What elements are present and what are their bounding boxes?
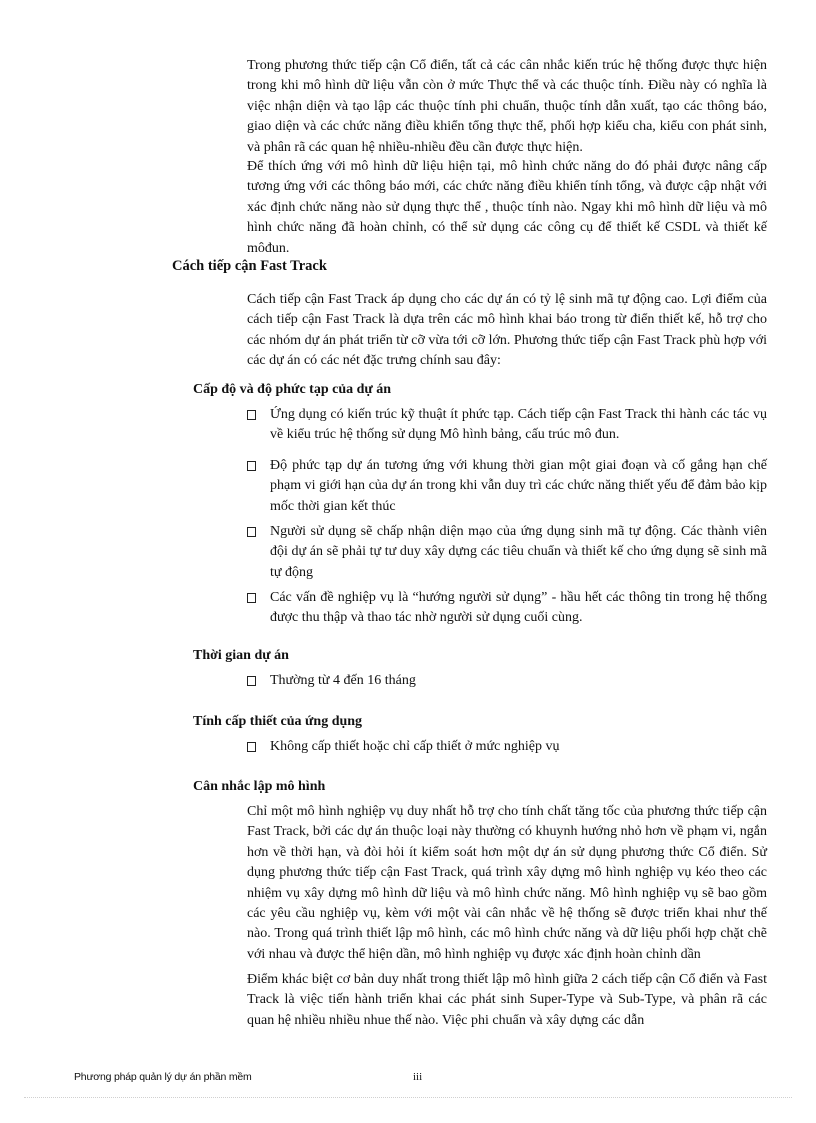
list-item-text: Các vấn đề nghiệp vụ là “hướng người sử dụng” - hầu hết các thông tin trong hệ thống được thu thập và thao tác nhờ người sử dụng cuối cùng. <box>270 590 767 626</box>
page-number: iii <box>413 1071 423 1083</box>
list-item-text: Thường từ 4 đến 16 tháng <box>270 673 416 688</box>
checkbox-bullet-icon <box>247 410 256 420</box>
paragraph-modeling: Chỉ một mô hình nghiệp vụ duy nhất hỗ trợ cho tính chất tăng tốc của phương thức tiếp cận Fast Track, bởi các dự án thuộc loại này thường có khuynh hướng nhỏ hơn về phạm vi, ngắn hơn về thời hạn, và đòi hỏi ít kiểm soát hơn một dự án sử dụng phương thức Cổ điển. Sử dụng phương thức tiếp cận Fast Track, quá trình xây dựng mô hình nghiệp vụ kéo theo các nhiệm vụ xây dựng mô hình dữ liệu và mô hình chức năng. Mô hình nghiệp vụ sẽ bao gồm các yêu cầu nghiệp vụ, kèm với một vài cân nhắc về hệ thống sẽ được triển khai như thế nào. Trong quá trình thiết lập mô hình, các mô hình chức năng và dữ liệu phối hợp chặt chẽ với nhau và được thể hiện dần, mô hình nghiệp vụ được xác định hoàn chỉnh dần <box>247 804 767 962</box>
checkbox-bullet-icon <box>247 593 256 603</box>
checkbox-bullet-icon <box>247 676 256 686</box>
checkbox-bullet-icon <box>247 461 256 471</box>
paragraph-classic-approach: Trong phương thức tiếp cận Cổ điển, tất cả các cân nhắc kiến trúc hệ thống được thực hiện trong khi mô hình dữ liệu vẫn còn ở mức Thực thể và các thuộc tính. Điều này có nghĩa là việc nhận diện và tạo lập các thuộc tính phi chuẩn, thuộc tính dẫn xuất, tạo các thông báo, giao diện và các chức năng điều khiển tổng thực thể, phối hợp kiểu cha, kiểu con phát sinh, và phân rã các quan hệ nhiều-nhiều đều cần được thực hiện. <box>247 58 767 155</box>
footer-divider <box>24 1097 792 1098</box>
list-item <box>247 456 767 517</box>
footer-title: Phương pháp quản lý dự án phần mềm <box>74 1071 252 1083</box>
subheading-urgency: Tính cấp thiết của ứng dụng <box>193 714 363 729</box>
list-item <box>247 588 767 629</box>
section-heading-fast-track: Cách tiếp cận Fast Track <box>172 258 327 274</box>
subheading-modeling: Cân nhắc lập mô hình <box>193 779 326 794</box>
list-item <box>247 737 767 757</box>
subheading-project-time: Thời gian dự án <box>193 648 289 663</box>
checkbox-bullet-icon <box>247 742 256 752</box>
list-item-text: Không cấp thiết hoặc chỉ cấp thiết ở mức nghiệp vụ <box>270 739 560 754</box>
list-item-text: Độ phức tạp dự án tương ứng với khung thời gian một giai đoạn và cố gắng hạn chế phạm vi giới hạn của dự án trong khi vẫn duy trì các chức năng thiết yếu để đảm bảo kịp mốc thời gian kết thúc <box>270 458 767 514</box>
list-item <box>247 522 767 583</box>
list-item <box>247 671 767 691</box>
subheading-project-level: Cấp độ và độ phức tạp của dự án <box>193 382 392 397</box>
paragraph-fast-track: Cách tiếp cận Fast Track áp dụng cho các dự án có tỷ lệ sinh mã tự động cao. Lợi điểm của cách tiếp cận Fast Track là dựa trên các mô hình khai báo trong từ điển thiết kế, hỗ trợ cho các nhóm dự án phát triển từ cỡ vừa tới cỡ lớn. Phương thức tiếp cận Fast Track phù hợp với các dự án có các nét đặc trưng chính sau đây: <box>247 292 767 369</box>
paragraph-function-model: Để thích ứng với mô hình dữ liệu hiện tại, mô hình chức năng do đó phải được nâng cấp tương ứng với các thông báo mới, các chức năng điều khiển tính tổng, và được cập nhật với xác định chức năng nào sử dụng thực thể , thuộc tính nào. Ngay khi mô hình dữ liệu và mô hình chức năng đã hoàn chỉnh, có thể sử dụng các công cụ để thiết kế CSDL và thiết kế môđun. <box>247 159 767 256</box>
paragraph-modeling-difference: Điểm khác biệt cơ bản duy nhất trong thiết lập mô hình giữa 2 cách tiếp cận Cổ điển và Fast Track là việc tiến hành triển khai các phát sinh Super-Type và Sub-Type, và phân rã các quan hệ nhiều nhiều nhue thế nào. Việc phi chuẩn và xây dựng các dẫn <box>247 972 767 1028</box>
list-item-text: Người sử dụng sẽ chấp nhận diện mạo của ứng dụng sinh mã tự động. Các thành viên đội dự án sẽ phải tự tư duy xây dựng các tiêu chuẩn và thiết kế cho ứng dụng sẽ sinh mã tự động <box>270 524 767 580</box>
list-item-text: Ứng dụng có kiến trúc kỹ thuật ít phức tạp. Cách tiếp cận Fast Track thi hành các tác vụ về kiểu trúc hệ thống sử dụng Mô hình bảng, cấu trúc mô đun. <box>270 407 767 443</box>
list-item <box>247 405 767 446</box>
checkbox-bullet-icon <box>247 527 256 537</box>
